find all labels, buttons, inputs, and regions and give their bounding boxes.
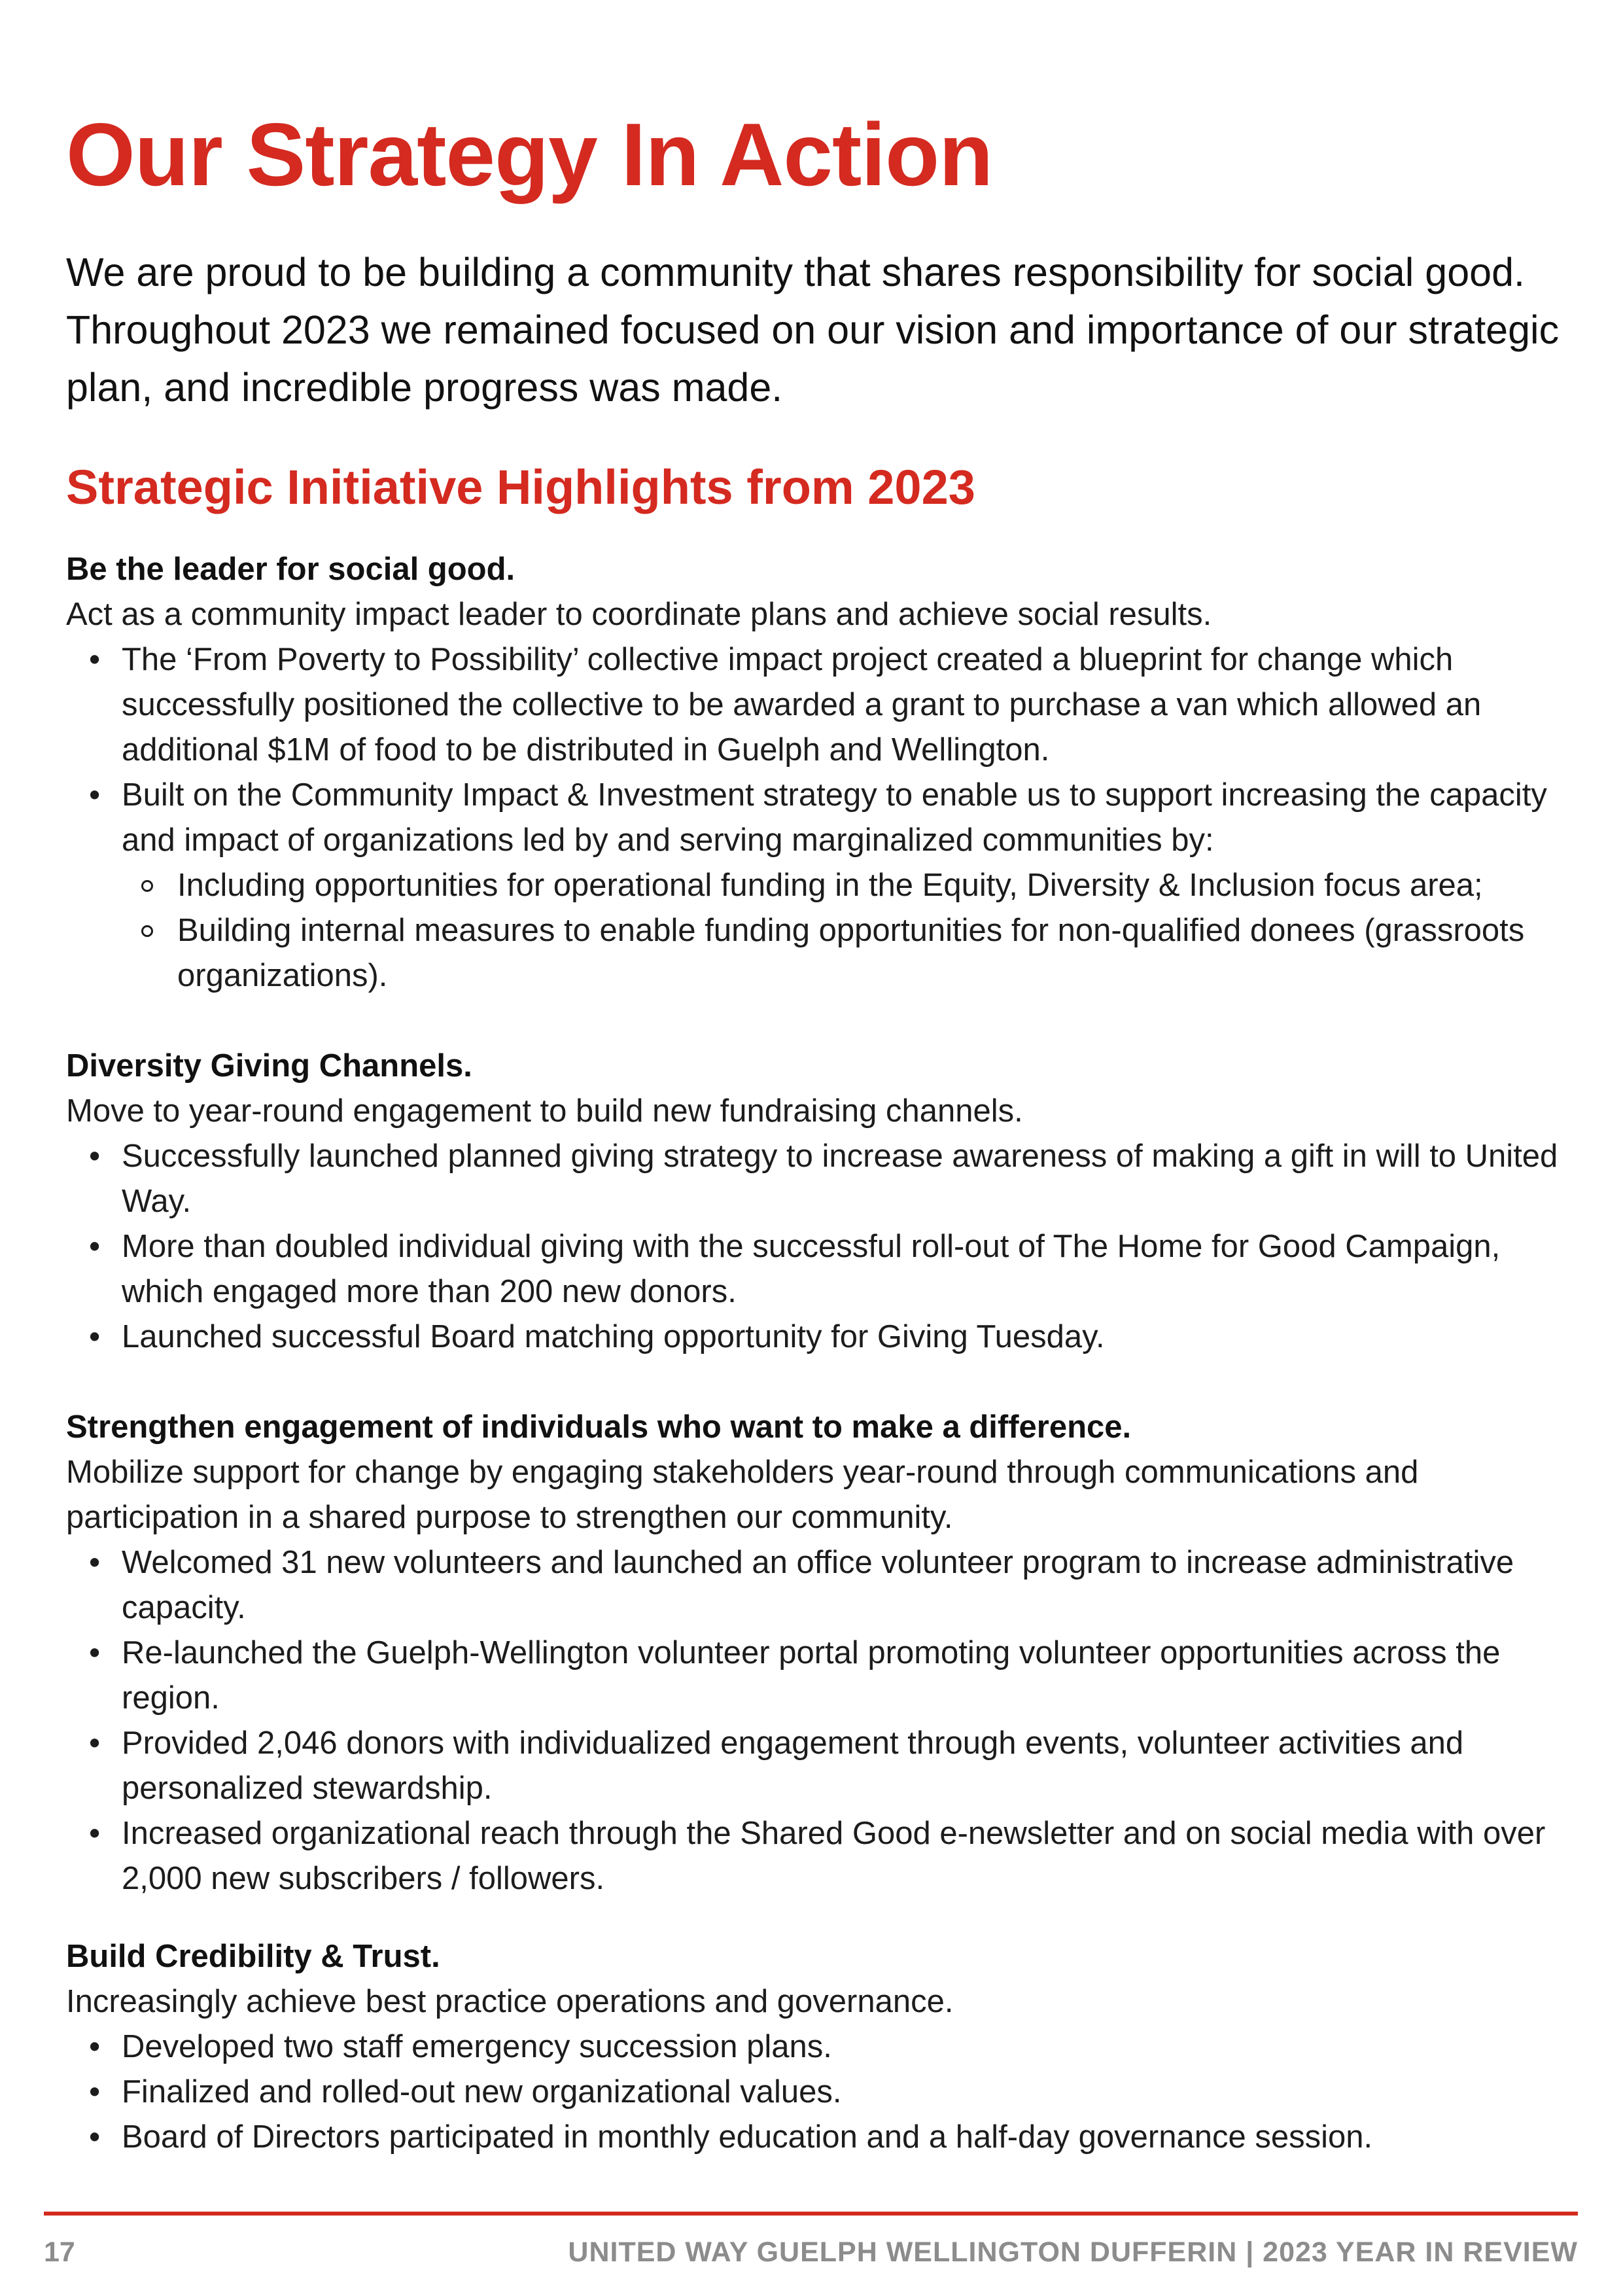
bullet-dot-icon: • <box>89 2029 101 2064</box>
list-item <box>66 1540 1584 1631</box>
list-item <box>66 1315 1584 1360</box>
initiative-description: Act as a community impact leader to coordinate plans and achieve social results. <box>66 597 1212 632</box>
list-item-text: The ‘From Poverty to Possibility’ collective impact project created a blueprint for change which successfully positioned the collective to be awarded a grant to purchase a van which allowed an additional $1M of food to be distributed in Guelph and Wellington. <box>122 642 1482 768</box>
footer-org-label: UNITED WAY GUELPH WELLINGTON DUFFERIN | 2023 YEAR IN REVIEW <box>568 2236 1578 2268</box>
initiative-description: Increasingly achieve best practice operations and governance. <box>66 1984 954 2019</box>
sub-list-item <box>122 863 1584 908</box>
initiative-heading: Build Credibility & Trust. <box>66 1939 440 1974</box>
list-item-text: Increased organizational reach through the Shared Good e-newsletter and on social media with over 2,000 new subscribers / followers. <box>122 1816 1546 1896</box>
list-item-text: Launched successful Board matching opportunity for Giving Tuesday. <box>122 1319 1105 1354</box>
list-item <box>66 1811 1584 1901</box>
bullet-dot-icon: • <box>89 777 101 813</box>
bullet-dot-icon: • <box>89 1816 101 1851</box>
list-item <box>66 637 1584 773</box>
initiative-description: Move to year-round engagement to build new fundraising channels. <box>66 1093 1023 1129</box>
bullet-list <box>66 1134 1584 1360</box>
list-item-text: Successfully launched planned giving strategy to increase awareness of making a gift in will to United Way. <box>122 1139 1558 1219</box>
list-item <box>66 2024 1584 2070</box>
list-item-text: More than doubled individual giving with the successful roll-out of The Home for Good Campaign, which engaged more than 200 new donors. <box>122 1229 1501 1309</box>
initiative-section-giving-channels <box>66 1044 1584 1360</box>
list-item <box>66 1721 1584 1811</box>
bullet-list <box>66 637 1584 998</box>
footer-divider <box>44 2212 1578 2216</box>
list-item <box>66 773 1584 998</box>
list-item <box>66 1631 1584 1721</box>
bullet-dot-icon: • <box>89 1229 101 1264</box>
list-item <box>66 2070 1584 2115</box>
list-item-text: Welcomed 31 new volunteers and launched an office volunteer program to increase administrative capacity. <box>122 1545 1514 1625</box>
initiative-heading: Diversity Giving Channels. <box>66 1048 472 1084</box>
bullet-dot-icon: • <box>89 2119 101 2155</box>
bullet-dot-icon: • <box>89 1319 101 1354</box>
list-item-text: Board of Directors participated in monthly education and a half-day governance session. <box>122 2119 1373 2155</box>
section-subtitle: Strategic Initiative Highlights from 2023 <box>66 460 975 514</box>
sub-list-item <box>122 908 1584 998</box>
bullet-list <box>66 1540 1584 1901</box>
initiative-section-leader <box>66 547 1584 998</box>
list-item-text: Built on the Community Impact & Investment strategy to enable us to support increasing the capacity and impact of organizations led by and serving marginalized communities by: <box>122 777 1547 858</box>
sub-list-item-text: Including opportunities for operational funding in the Equity, Diversity & Inclusion focus area; <box>177 868 1483 903</box>
initiative-heading: Strengthen engagement of individuals who want to make a difference. <box>66 1409 1132 1445</box>
bullet-dot-icon: • <box>89 1545 101 1580</box>
initiative-heading: Be the leader for social good. <box>66 552 515 587</box>
page-title: Our Strategy In Action <box>66 105 993 204</box>
initiative-section-engagement <box>66 1405 1584 1901</box>
bullet-dot-icon: • <box>89 1635 101 1670</box>
sub-bullet-list <box>122 863 1584 998</box>
list-item <box>66 1134 1584 1224</box>
intro-paragraph: We are proud to be building a community that shares responsibility for social good. Throughout 2023 we remained focused on our vision and importance of our strategic plan, and incredible progress was made. <box>66 250 1560 410</box>
initiative-description: Mobilize support for change by engaging stakeholders year-round through communications and participation in a shared purpose to strengthen our community. <box>66 1455 1419 1535</box>
list-item-text: Provided 2,046 donors with individualized engagement through events, volunteer activities and personalized stewardship. <box>122 1725 1464 1806</box>
bullet-dot-icon: • <box>89 642 101 677</box>
bullet-list <box>66 2024 1584 2160</box>
initiative-section-credibility <box>66 1934 1584 2160</box>
page-number: 17 <box>44 2236 75 2268</box>
list-item <box>66 1224 1584 1315</box>
list-item-text: Finalized and rolled-out new organizational values. <box>122 2074 842 2110</box>
bullet-dot-icon: • <box>89 1725 101 1761</box>
list-item-text: Re-launched the Guelph-Wellington volunteer portal promoting volunteer opportunities across the region. <box>122 1635 1501 1716</box>
bullet-circle-icon <box>141 880 153 892</box>
bullet-dot-icon: • <box>89 2074 101 2110</box>
list-item-text: Developed two staff emergency succession plans. <box>122 2029 832 2064</box>
list-item <box>66 2115 1584 2160</box>
initiatives-content <box>66 547 1584 2160</box>
bullet-circle-icon <box>141 925 153 937</box>
sub-list-item-text: Building internal measures to enable funding opportunities for non-qualified donees (grassroots organizations). <box>177 913 1525 993</box>
bullet-dot-icon: • <box>89 1139 101 1174</box>
